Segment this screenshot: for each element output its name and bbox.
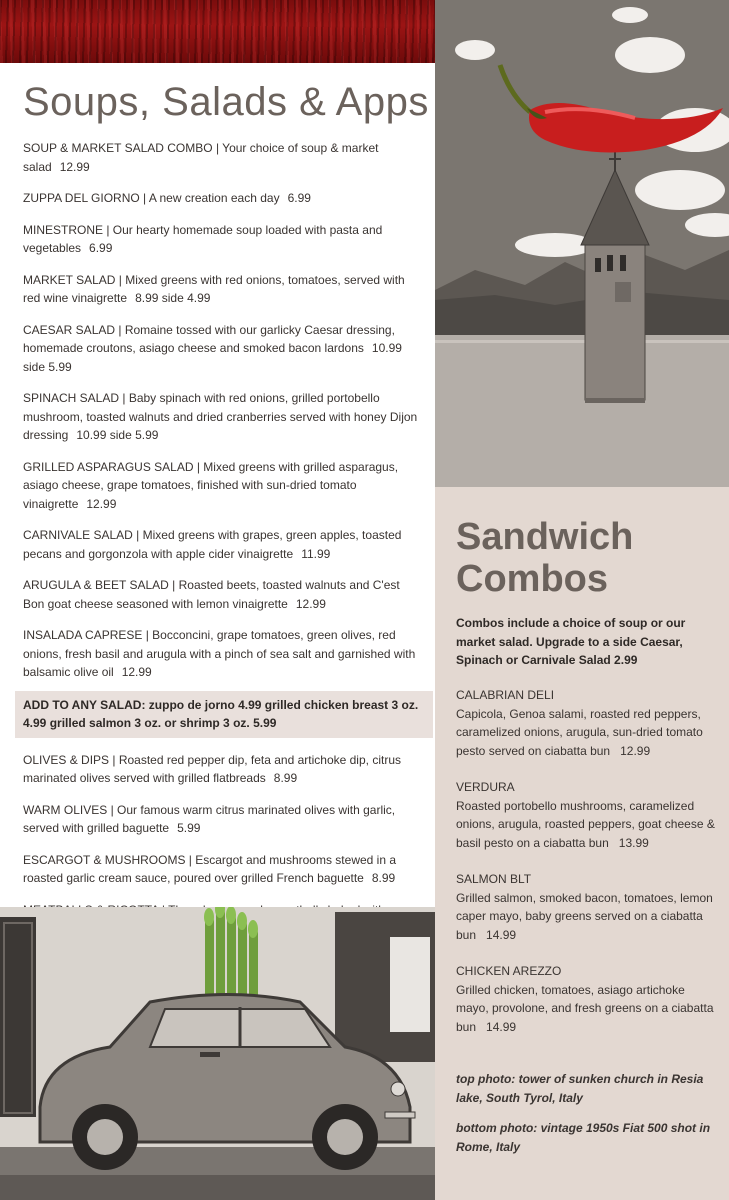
soups-title: Soups, Salads & Apps xyxy=(23,80,429,124)
item-price: 12.99 xyxy=(59,159,90,174)
soups-list xyxy=(23,139,423,1001)
sandwich-price: 14.99 xyxy=(486,927,517,942)
item-text: GRILLED ASPARAGUS SALAD | Mixed greens with grilled asparagus, asiago cheese, grape tomatoes, finished with sun-dried tomato vinaigrette xyxy=(23,459,399,511)
item-text: CARNIVALE SALAD | Mixed greens with grapes, green apples, toasted pecans and gorgonzola with apple cider vinaigrette xyxy=(23,528,402,561)
sandwich-price: 13.99 xyxy=(618,835,649,850)
sandwich-item xyxy=(456,962,716,1036)
item-text: SOUP & MARKET SALAD COMBO | Your choice of soup & market salad xyxy=(23,141,379,174)
item-text: ARUGULA & BEET SALAD | Roasted beets, toasted walnuts and C'est Bon goat cheese seasoned with lemon vinaigrette xyxy=(23,578,400,611)
top-photo-caption: top photo: tower of sunken church in Resia lake, South Tyrol, Italy xyxy=(456,1072,704,1105)
item-price: 8.99 side 4.99 xyxy=(135,291,211,305)
item-text: ZUPPA DEL GIORNO | A new creation each day xyxy=(23,191,280,205)
item-text: CAESAR SALAD | Romaine tossed with our garlicky Caesar dressing, homemade croutons, asiago cheese and smoked bacon lardons xyxy=(23,322,395,355)
sandwich-desc: Grilled salmon, smoked bacon, tomatoes, lemon caper mayo, baby greens served on a ciabatta bun xyxy=(456,890,713,942)
sandwich-name: CALABRIAN DELI xyxy=(456,688,555,702)
item-text: INSALADA CAPRESE | Bocconcini, grape tomatoes, green olives, red onions, fresh basil and arugula with a pinch of sea salt and garnished with balsamic olive oil xyxy=(23,628,416,679)
item-text: MARKET SALAD | Mixed greens with red onions, tomatoes, served with red wine vinaigrette xyxy=(23,272,405,305)
menu-item xyxy=(23,189,423,208)
sandwich-title-line1: Sandwich xyxy=(456,516,634,558)
sandwich-desc: Grilled chicken, tomatoes, asiago artichoke mayo, provolone, and fresh greens on a ciabatta bun xyxy=(456,982,714,1034)
item-price: 8.99 xyxy=(273,771,298,785)
sandwich-desc: Capicola, Genoa salami, roasted red peppers, caramelized onions, arugula, sun-dried tomato pesto served on ciabatta bun xyxy=(456,706,703,758)
sandwich-name: CHICKEN AREZZO xyxy=(456,964,562,978)
menu-item xyxy=(23,526,423,563)
item-price: 8.99 xyxy=(371,871,396,885)
menu-item xyxy=(23,801,423,838)
menu-item xyxy=(23,389,423,445)
menu-item xyxy=(23,321,423,377)
menu-item xyxy=(23,221,423,258)
menu-item xyxy=(23,751,423,788)
photo-captions xyxy=(456,1070,726,1168)
sandwich-title xyxy=(456,516,716,600)
item-text: MINESTRONE | Our hearty homemade soup loaded with pasta and vegetables xyxy=(23,222,383,255)
sandwich-item xyxy=(456,778,716,852)
tower-illustration xyxy=(435,0,729,487)
sandwich-item xyxy=(456,870,716,944)
combos-intro: Combos include a choice of soup or our market salad. Upgrade to a side Caesar, Spinach or Carnivale Salad 2.99 xyxy=(456,616,686,667)
item-text: OLIVES & DIPS | Roasted red pepper dip, feta and artichoke dip, citrus marinated olives served with grilled flatbreads xyxy=(23,752,401,785)
sandwich-price: 12.99 xyxy=(620,743,651,758)
sandwich-price: 14.99 xyxy=(486,1019,517,1034)
right-column xyxy=(435,0,729,1200)
menu-item xyxy=(23,576,423,613)
menu-item xyxy=(23,626,423,682)
sandwich-title-line2: Combos xyxy=(456,558,608,600)
sandwich-name: VERDURA xyxy=(456,780,515,794)
wood-texture-banner xyxy=(0,0,435,63)
sandwich-item xyxy=(456,686,716,760)
item-text: SPINACH SALAD | Baby spinach with red onions, grilled portobello mushroom, toasted walnuts and dried cranberries served with honey Dijon dressing xyxy=(23,391,418,442)
item-price: 11.99 xyxy=(301,546,331,561)
sunken-church-tower-photo xyxy=(435,0,729,487)
car-illustration xyxy=(0,907,435,1200)
item-price: 10.99 side 5.99 xyxy=(76,428,159,442)
item-price: 6.99 xyxy=(287,191,311,205)
item-price: 10.99 side 5.99 xyxy=(23,341,402,374)
item-text: ESCARGOT & MUSHROOMS | Escargot and mushrooms stewed in a roasted garlic cream sauce, poured over grilled French baguette xyxy=(23,852,397,885)
salad-addon-box: ADD TO ANY SALAD: zuppo de jorno 4.99 grilled chicken breast 3 oz. 4.99 grilled salmon 3 oz. or shrimp 3 oz. 5.99 xyxy=(15,691,433,738)
menu-item xyxy=(23,458,423,514)
sandwich-name: SALMON BLT xyxy=(456,872,532,886)
sandwich-desc: Roasted portobello mushrooms, caramelized onions, arugula, roasted peppers, goat cheese & basil pesto on a ciabatta bun xyxy=(456,798,715,850)
menu-item xyxy=(23,271,423,308)
menu-item xyxy=(23,139,423,176)
menu-item xyxy=(23,851,423,888)
fiat-500-photo xyxy=(0,907,435,1200)
item-price: 12.99 xyxy=(121,665,152,679)
sandwich-list xyxy=(456,686,716,1054)
item-price: 6.99 xyxy=(89,241,113,255)
item-text: WARM OLIVES | Our famous warm citrus marinated olives with garlic, served with grilled baguette xyxy=(23,802,396,835)
item-price: 12.99 xyxy=(295,596,326,611)
bottom-photo-caption: bottom photo: vintage 1950s Fiat 500 shot in Rome, Italy xyxy=(456,1121,711,1154)
item-price: 5.99 xyxy=(177,821,201,835)
item-price: 12.99 xyxy=(86,496,117,511)
